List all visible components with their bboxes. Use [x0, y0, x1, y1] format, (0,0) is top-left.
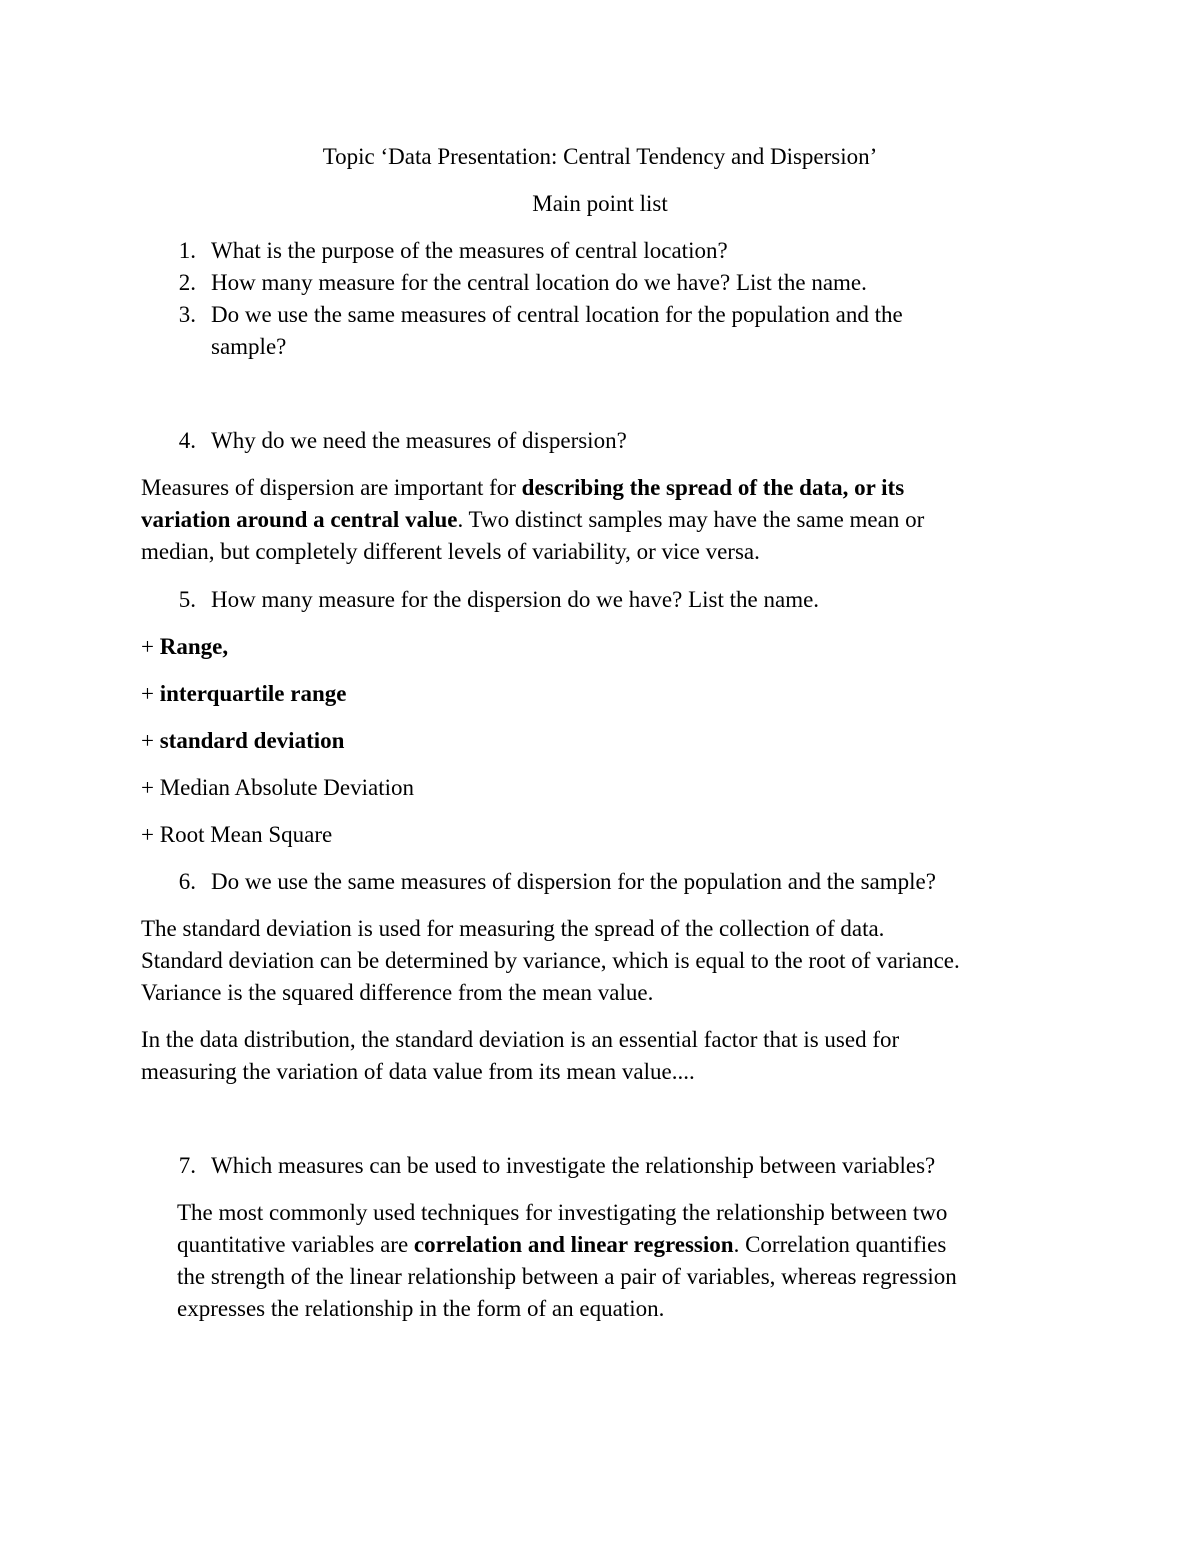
list-item-text: Median Absolute Deviation	[159, 775, 414, 800]
q1-text: What is the purpose of the measures of central location?	[211, 238, 728, 263]
a6-p1-line1: The standard deviation is used for measuring the spread of the collection of data.	[141, 916, 885, 941]
list-item-prefix: +	[141, 634, 160, 659]
a4-line1-bold: describing the spread of the data, or its	[521, 475, 905, 500]
document-title: Topic ‘Data Presentation: Central Tendency and Dispersion’	[322, 144, 878, 169]
q7-text: Which measures can be used to investigate the relationship between variables?	[211, 1153, 936, 1178]
q5-number: 5.	[178, 587, 196, 612]
q3-text-line1: Do we use the same measures of central location for the population and the	[211, 302, 903, 327]
a7-line2-bold: correlation and linear regression	[413, 1232, 734, 1257]
a7-line1: The most commonly used techniques for investigating the relationship between two	[177, 1200, 948, 1225]
a7-line2-plain: quantitative variables are	[177, 1232, 414, 1257]
q3-text-line2: sample?	[211, 334, 287, 359]
q6-text: Do we use the same measures of dispersion for the population and the sample?	[211, 869, 936, 894]
a4-line2-plain: . Two distinct samples may have the same mean or	[457, 507, 925, 532]
q3-number: 3.	[178, 302, 196, 327]
list-item-text: Root Mean Square	[159, 822, 333, 847]
a7-line3: the strength of the linear relationship between a pair of variables, whereas regression	[177, 1264, 957, 1289]
a4-line2	[141, 504, 924, 536]
a6-p1-line2: Standard deviation can be determined by variance, which is equal to the root of variance.	[141, 948, 960, 973]
list-item-prefix: +	[141, 775, 160, 800]
list-item-text: interquartile range	[159, 681, 347, 706]
list-item-text: standard deviation	[159, 728, 345, 753]
a7-line4: expresses the relationship in the form of an equation.	[177, 1296, 665, 1321]
list-item-prefix: +	[141, 728, 160, 753]
q2-number: 2.	[178, 270, 196, 295]
q2-text: How many measure for the central location do we have? List the name.	[211, 270, 867, 295]
a4-line1-plain: Measures of dispersion are important for	[141, 475, 522, 500]
list-item-text: Range,	[159, 634, 229, 659]
a7-line2-tail: . Correlation quantifies	[733, 1232, 947, 1257]
list-item-root-mean-square	[141, 819, 332, 851]
q5-text: How many measure for the dispersion do we have? List the name.	[211, 587, 820, 612]
a6-p2-line2: measuring the variation of data value from its mean value....	[141, 1059, 695, 1084]
q1-number: 1.	[178, 238, 196, 263]
list-item-standard-deviation	[141, 725, 344, 757]
document-subtitle: Main point list	[532, 191, 668, 216]
list-item-range	[141, 631, 228, 663]
a7-line2	[177, 1229, 946, 1261]
a4-line3: median, but completely different levels of variability, or vice versa.	[141, 539, 760, 564]
q7-number: 7.	[178, 1153, 196, 1178]
q4-number: 4.	[178, 428, 196, 453]
list-item-interquartile-range	[141, 678, 346, 710]
a4-line2-bold: variation around a central value	[141, 507, 458, 532]
q4-text: Why do we need the measures of dispersion?	[211, 428, 627, 453]
list-item-prefix: +	[141, 822, 160, 847]
a6-p1-line3: Variance is the squared difference from the mean value.	[141, 980, 654, 1005]
list-item-median-absolute-deviation	[141, 772, 414, 804]
list-item-prefix: +	[141, 681, 160, 706]
a4-line1	[141, 472, 904, 504]
a6-p2-line1: In the data distribution, the standard deviation is an essential factor that is used for	[141, 1027, 900, 1052]
q6-number: 6.	[178, 869, 196, 894]
